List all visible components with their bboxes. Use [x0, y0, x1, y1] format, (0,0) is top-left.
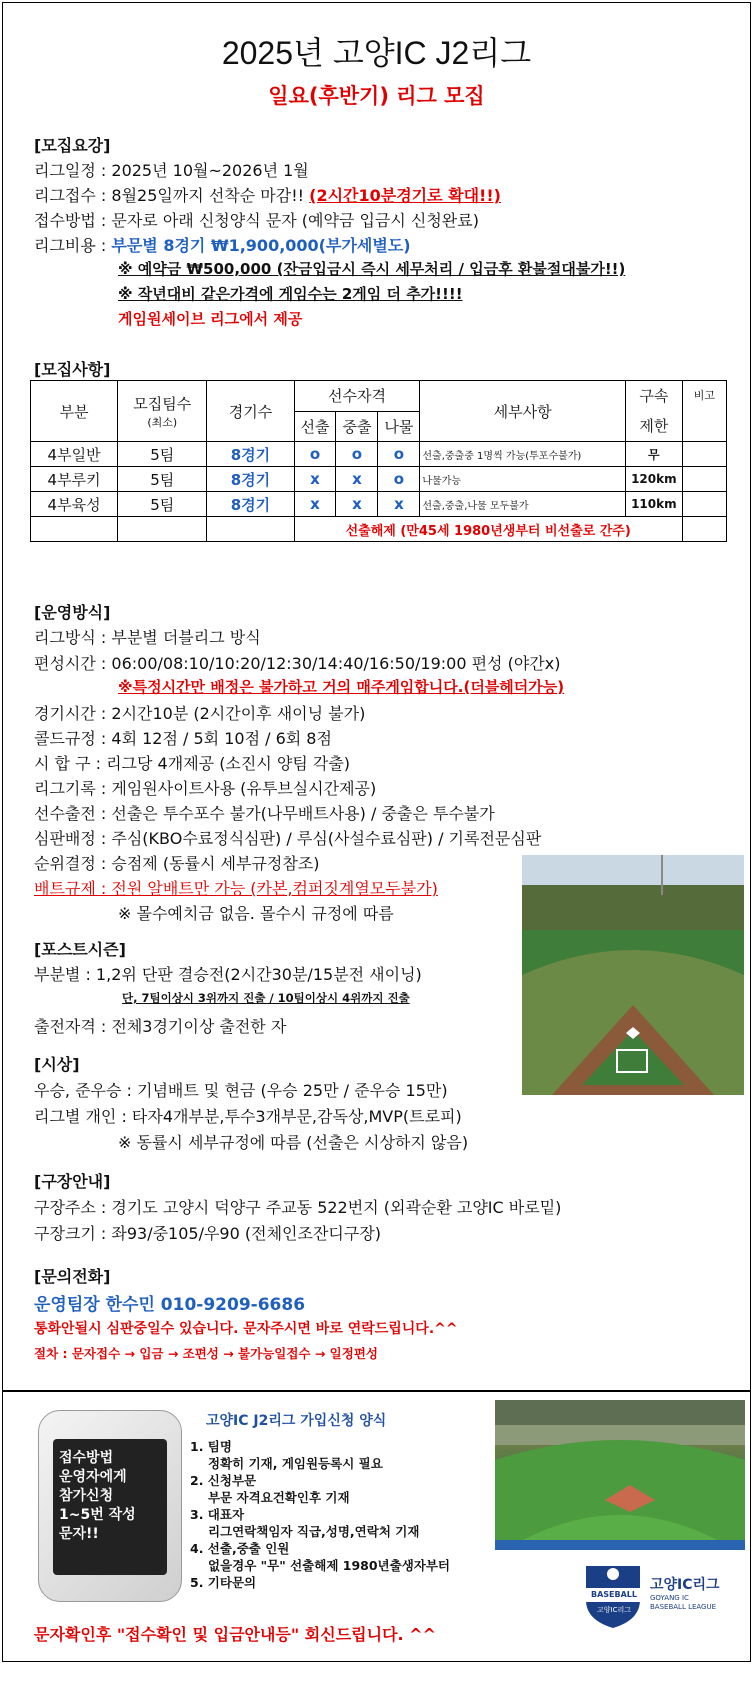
player-eligibility: 선수출전 : 선출은 투수포수 불가(나무배트사용) / 중출은 투수불가: [34, 804, 495, 823]
form-items: [190, 1438, 490, 1591]
phone-line: 1~5번 작성: [59, 1507, 136, 1523]
th-division: 부분: [31, 381, 118, 442]
row-q1: x: [294, 467, 336, 492]
row-remarks: [682, 467, 726, 492]
awards-winners: 우승, 준우승 : 기념배트 및 현금 (우승 25만 / 준우승 15만): [34, 1081, 448, 1100]
th-speed-1: 구속: [639, 387, 669, 405]
phone-line: 접수방법: [59, 1450, 114, 1466]
ballpark-address: 구장주소 : 경기도 고양시 덕양구 주교동 522번지 (외곽순환 고양IC 바로밑): [34, 1198, 562, 1217]
recruit-table-heading: [모집사항]: [34, 360, 111, 379]
application-text: 리그접수 : 8월25일까지 선착순 마감!!: [34, 186, 310, 205]
game-time: 경기시간 : 2시간10분 (2시간이후 새이닝 불가): [34, 704, 366, 723]
contact-procedure: 절차 : 문자접수 → 입금 → 조편성 → 불가능일접수 → 일정편성: [34, 1346, 378, 1361]
th-teams-label: 모집팀수: [133, 394, 192, 413]
awards-individual: 리그별 개인 : 타자4개부분,투수3개부문,감독상,MVP(트로피): [34, 1107, 462, 1126]
phone-line: 참가신청: [59, 1488, 114, 1504]
field-illustration: [522, 855, 744, 1095]
logo-title: 고양IC리그: [650, 1577, 720, 1593]
called-rule: 콜드규정 : 4회 12점 / 5회 10점 / 6회 8점: [34, 729, 332, 748]
table-row: [31, 467, 727, 492]
row-remarks: [682, 442, 726, 467]
form-item-desc: 없을경우 "무" 선출해제 1980년출생자부터: [208, 1558, 450, 1573]
th-qualification: 선수자격: [294, 381, 420, 412]
application-form: [190, 1410, 490, 1591]
row-teams: 5팀: [118, 442, 207, 467]
form-item-label: 5. 기타문의: [190, 1575, 257, 1590]
phone-graphic: [38, 1410, 182, 1602]
forfeit-note: ※ 몰수예치금 없음. 몰수시 규정에 따름: [118, 904, 394, 923]
th-speed-2: 제한: [639, 417, 669, 435]
footnote-empty: [682, 517, 726, 542]
stadium-illustration: [495, 1400, 745, 1550]
deposit-note: ※ 예약금 ₩500,000 (잔금입금시 즉시 세무처리 / 입금후 환불절대불가!!): [118, 260, 626, 278]
row-q3: o: [378, 442, 420, 467]
section-divider: [2, 1390, 751, 1392]
row-division: 4부루키: [31, 467, 118, 492]
game-ball: 시 합 구 : 리그당 4개제공 (소진시 양팀 각출): [34, 754, 351, 773]
baseball-field-photo: [522, 855, 744, 1095]
row-details: 나물가능: [420, 467, 625, 492]
application-note: (2시간10분경기로 확대!!): [309, 186, 501, 205]
price-note: ※ 작년대비 같은가격에 게임수는 2게임 더 추가!!!!: [118, 285, 463, 303]
row-games: 8경기: [207, 442, 294, 467]
row-q1: x: [294, 492, 336, 517]
row-q3: x: [378, 492, 420, 517]
contact-heading: [문의전화]: [34, 1267, 111, 1286]
league-record: 리그기록 : 게임원사이트사용 (유투브실시간제공): [34, 779, 377, 798]
stadium-photo: [495, 1400, 745, 1550]
form-item-label: 4. 선출,중출 인원: [190, 1541, 290, 1556]
phone-line: 문자!!: [59, 1526, 99, 1542]
logo-en2: BASEBALL LEAGUE: [650, 1603, 717, 1611]
postseason-format: 부분별 : 1,2위 단판 결승전(2시간30분/15분전 새이닝): [34, 965, 422, 984]
th-q1: 선출: [294, 411, 336, 442]
page-subtitle: 일요(후반기) 리그 모집: [268, 84, 485, 108]
th-remarks: 비고: [682, 381, 726, 442]
th-teams: [118, 381, 207, 442]
form-item-label: 3. 대표자: [190, 1507, 245, 1522]
row-details: 선출,중출중 1명씩 가능(투포수불가): [420, 442, 625, 467]
page-title: 2025년 고양IC J2리그: [221, 35, 532, 71]
awards-note: ※ 동률시 세부규정에 따름 (선출은 시상하지 않음): [118, 1133, 469, 1152]
th-q3: 나물: [378, 411, 420, 442]
recruit-table: [30, 380, 727, 542]
row-speed: 110km: [625, 492, 682, 517]
postseason-heading: [포스트시즌]: [34, 940, 126, 959]
row-q2: x: [336, 467, 378, 492]
logo-en: GOYANG IC: [650, 1594, 689, 1602]
row-division: 4부육성: [31, 492, 118, 517]
th-details: 세부사항: [420, 381, 625, 442]
footnote-empty: [118, 517, 207, 542]
application-method: 접수방법 : 문자로 아래 신청양식 문자 (예약금 입금시 신청완료): [34, 211, 479, 230]
form-item-desc: 부문 자격요건확인후 기재: [208, 1490, 350, 1505]
confirm-message: 문자확인후 "접수확인 및 입금안내등" 회신드립니다. ^^: [34, 1625, 436, 1644]
schedule-note: ※특정시간만 배정은 불가하고 거의 매주게임합니다.(더블헤더가능): [118, 678, 565, 696]
row-teams: 5팀: [118, 467, 207, 492]
row-q2: x: [336, 492, 378, 517]
fee-label: 리그비용 :: [34, 236, 112, 255]
postseason-eligibility: 출전자격 : 전체3경기이상 출전한 자: [34, 1017, 287, 1036]
th-q2: 중출: [336, 411, 378, 442]
row-games: 8경기: [207, 467, 294, 492]
row-speed: 120km: [625, 467, 682, 492]
form-item-desc: 리그연락책임자 직급,성명,연락처 기재: [208, 1524, 420, 1539]
league-method: 리그방식 : 부분별 더블리그 방식: [34, 628, 261, 647]
provider-note: 게임원세이브 리그에서 제공: [118, 310, 303, 328]
row-q2: o: [336, 442, 378, 467]
row-games: 8경기: [207, 492, 294, 517]
league-schedule: 리그일정 : 2025년 10월~2026년 1월: [34, 161, 309, 180]
footnote-empty: [31, 517, 118, 542]
th-teams-sub: (최소): [147, 415, 178, 429]
row-speed: 무: [625, 442, 682, 467]
umpire-assignment: 심판배정 : 주심(KBO수료정식심판) / 루심(사설수료심판) / 기록전문심판: [34, 829, 542, 848]
logo-badge-sub: 고양IC리그: [596, 1606, 631, 1614]
phone-screen: [53, 1439, 167, 1575]
phone-line: 운영자에게: [59, 1469, 127, 1485]
th-speed: [625, 381, 682, 442]
footnote-empty: [207, 517, 294, 542]
row-teams: 5팀: [118, 492, 207, 517]
ballpark-heading: [구장안내]: [34, 1172, 111, 1191]
league-logo: [582, 1560, 742, 1630]
awards-heading: [시상]: [34, 1055, 80, 1074]
row-remarks: [682, 492, 726, 517]
row-q1: o: [294, 442, 336, 467]
table-row: [31, 517, 727, 542]
contact-note: 통화안될시 심판중일수 있습니다. 문자주시면 바로 연락드립니다.^^: [34, 1321, 458, 1337]
row-division: 4부일반: [31, 442, 118, 467]
bat-rule: 배트규제 : 전원 알배트만 가능 (카본,컴퍼짓계열모두불가): [34, 879, 438, 898]
ranking-rule: 순위결정 : 승점제 (동률시 세부규정참조): [34, 854, 320, 873]
league-application: [34, 183, 501, 206]
table-footnote: 선출해제 (만45세 1980년생부터 비선출로 간주): [294, 517, 682, 542]
recruit-outline-heading: [모집요강]: [34, 136, 111, 155]
form-item-desc: 정확히 기재, 게임원등록시 필요: [208, 1456, 383, 1471]
th-games: 경기수: [207, 381, 294, 442]
operation-heading: [운영방식]: [34, 603, 111, 622]
league-fee: [34, 233, 411, 256]
contact-manager[interactable]: 운영팀장 한수민 010-9209-6686: [34, 1295, 306, 1315]
form-title: 고양IC J2리그 가입신청 양식: [206, 1413, 387, 1429]
form-item-label: 2. 신청부문: [190, 1473, 257, 1488]
table-row: [31, 492, 727, 517]
row-details: 선출,중출,나물 모두불가: [420, 492, 625, 517]
ballpark-size: 구장크기 : 좌93/중105/우90 (전체인조잔디구장): [34, 1224, 382, 1243]
fee-value: 부문별 8경기 ₩1,900,000(부가세별도): [111, 236, 411, 255]
row-q3: o: [378, 467, 420, 492]
form-item-label: 1. 팀명: [190, 1439, 232, 1454]
logo-badge-text: BASEBALL: [591, 1590, 637, 1599]
postseason-note: 단, 7팀이상시 3위까지 진출 / 10팀이상시 4위까지 진출: [122, 991, 410, 1005]
schedule-times: 편성시간 : 06:00/08:10/10:20/12:30/14:40/16:50/19:00 편성 (야간x): [34, 654, 561, 673]
table-row: [31, 442, 727, 467]
